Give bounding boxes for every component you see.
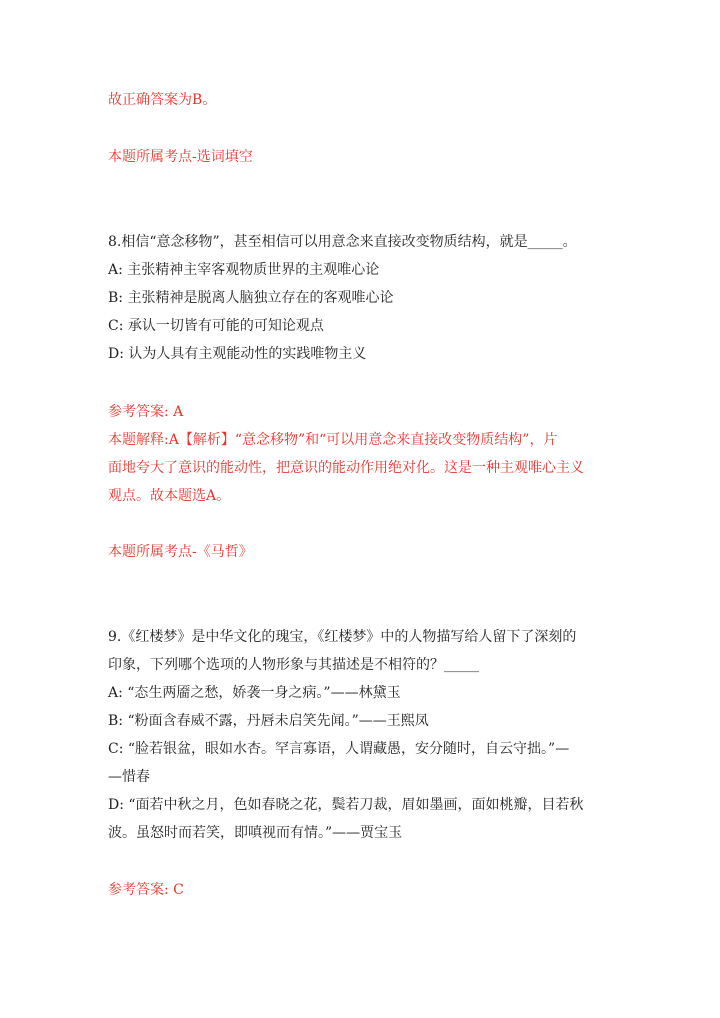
q9-option-b: B: “粉面含春威不露，丹唇未启笑先闻。”——王熙凤 <box>108 713 429 729</box>
q9-question-line-1: 9.《红楼梦》是中华文化的瑰宝，《红楼梦》中的人物描写给人留下了深刻的 <box>108 629 577 645</box>
q8-explanation-line-2: 面地夸大了意识的能动性，把意识的能动作用绝对化。这是一种主观唯心主义 <box>108 460 584 476</box>
prev-topic: 本题所属考点-选词填空 <box>108 149 253 165</box>
q8-explanation-line-3: 观点。故本题选A。 <box>108 488 231 504</box>
q9-answer: 参考答案: C <box>108 882 184 898</box>
q9-option-c-line-1: C: “脸若银盆，眼如水杏。罕言寡语，人谓藏愚，安分随时，自云守拙。”— <box>108 741 570 757</box>
q8-option-b: B: 主张精神是脱离人脑独立存在的客观唯心论 <box>108 290 394 306</box>
q8-question: 8.相信“意念移物”，甚至相信可以用意念来直接改变物质结构，就是_____。 <box>108 234 577 250</box>
q8-option-c: C: 承认一切皆有可能的可知论观点 <box>108 318 324 334</box>
q8-option-a: A: 主张精神主宰客观物质世界的主观唯心论 <box>108 262 380 278</box>
prev-answer-conclusion: 故正确答案为B。 <box>108 92 217 108</box>
q9-option-c-line-2: —惜春 <box>108 769 150 785</box>
q8-option-d: D: 认为人具有主观能动性的实践唯物主义 <box>108 346 367 362</box>
q8-answer: 参考答案: A <box>108 404 184 420</box>
q9-option-a: A: “态生两靥之愁，娇袭一身之病。”——林黛玉 <box>108 685 401 701</box>
q8-topic: 本题所属考点-《马哲》 <box>108 544 253 560</box>
q9-option-d-line-2: 波。虽怒时而若笑，即嗔视而有情。”——贾宝玉 <box>108 825 403 841</box>
q8-explanation-line-1: 本题解释:A【解析】“意念移物”和“可以用意念来直接改变物质结构”，片 <box>108 432 558 448</box>
q9-question-line-2: 印象，下列哪个选项的人物形象与其描述是不相符的？_____ <box>108 657 479 673</box>
q9-option-d-line-1: D: “面若中秋之月，色如春晓之花，鬓若刀裁，眉如墨画，面如桃瓣，目若秋 <box>108 797 584 813</box>
